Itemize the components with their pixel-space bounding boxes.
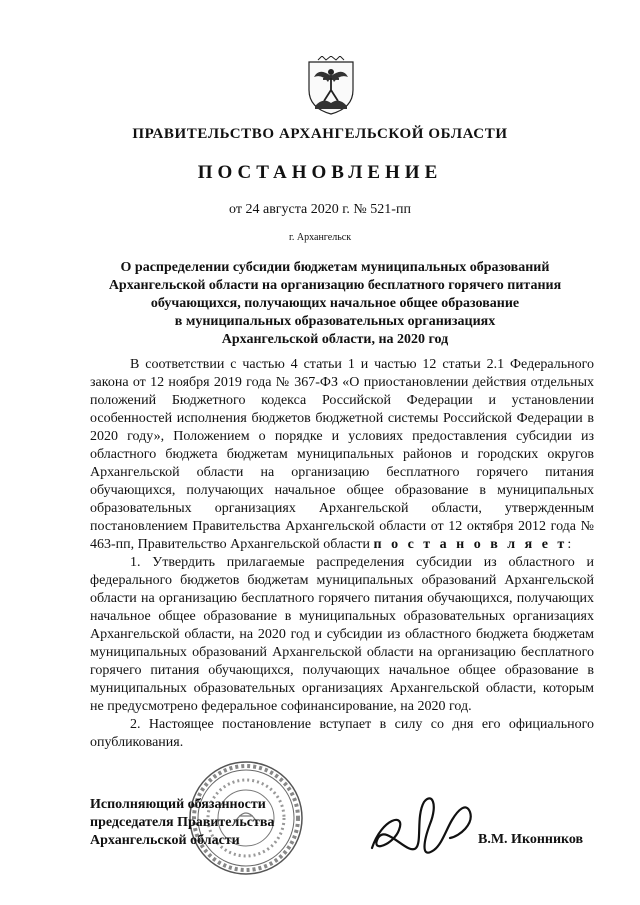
title-line: в муниципальных образовательных организациях: [174, 314, 496, 329]
preamble-text: В соответствии с частью 4 статьи 1 и частью 12 статьи 2.1 Федерального закона от 12 ноября 2019 года № 367-ФЗ «О приостановлении действия отдельных положений Бюджетного кодекса Российской Федерации и установлении особенностей исполнения бюджетов бюджетной системы Российской Федерации в 2020 году», Положением о порядке и условиях предоставления субсидии из областного бюджета бюджетам муниципальных районов и городских округов Архангельской области на организацию бесплатного горячего питания обучающихся, получающих начальное общее образование в муниципальных образовательных организациях Архангельской области, утвержденным постановлением Правительства Архангельской области от 12 октября 2012 года № 463-пп, Правительство Архангельской области: [90, 357, 594, 552]
document-type: ПОСТАНОВЛЕНИЕ: [197, 162, 443, 183]
decree-title: [90, 259, 580, 349]
government-heading: ПРАВИТЕЛЬСТВО АРХАНГЕЛЬСКОЙ ОБЛАСТИ: [132, 126, 508, 142]
decree-body: [90, 356, 594, 752]
signatory-name: В.М. Иконников: [478, 832, 584, 847]
position-line: председателя Правительства: [90, 815, 275, 830]
city: г. Архангельск: [288, 232, 352, 243]
position-line: Архангельской области: [90, 833, 240, 848]
resolves-word: п о с т а н о в л я е т: [373, 537, 568, 552]
title-line: обучающихся, получающих начальное общее образование: [150, 296, 520, 311]
handwritten-signature-icon: [366, 790, 486, 870]
item-2-paragraph: 2. Настоящее постановление вступает в силу со дня его официального опубликования.: [90, 717, 594, 750]
title-line: Архангельской области, на 2020 год: [221, 332, 449, 347]
colon: :: [567, 537, 572, 552]
arkhangelsk-coat-of-arms-icon: [306, 56, 356, 116]
signatory-position: [90, 796, 274, 850]
item-1-paragraph: 1. Утвердить прилагаемые распределения субсидии из областного и федерального бюджетов бюджетам муниципальных образований Архангельской области на организацию бесплатного горячего питания обучающихся, получающих начальное общее образование в муниципальных образовательных организациях Архангельской области, на 2020 год и субсидии из областного бюджета бюджетам муниципальных образований Архангельской области на организацию бесплатного горячего питания обучающихся, получающих начальное общее образование в муниципальных образовательных организациях Архангельской области, которым не предусмотрено федеральное софинансирование, на 2020 год.: [90, 555, 594, 714]
position-line: Исполняющий обязанности: [90, 797, 266, 812]
title-line: Архангельской области на организацию бесплатного горячего питания: [108, 278, 562, 293]
preamble-paragraph: [90, 356, 594, 554]
title-line: О распределении субсидии бюджетам муниципальных образований: [120, 260, 550, 275]
decree-date-number: от 24 августа 2020 г. № 521-пп: [229, 202, 411, 217]
